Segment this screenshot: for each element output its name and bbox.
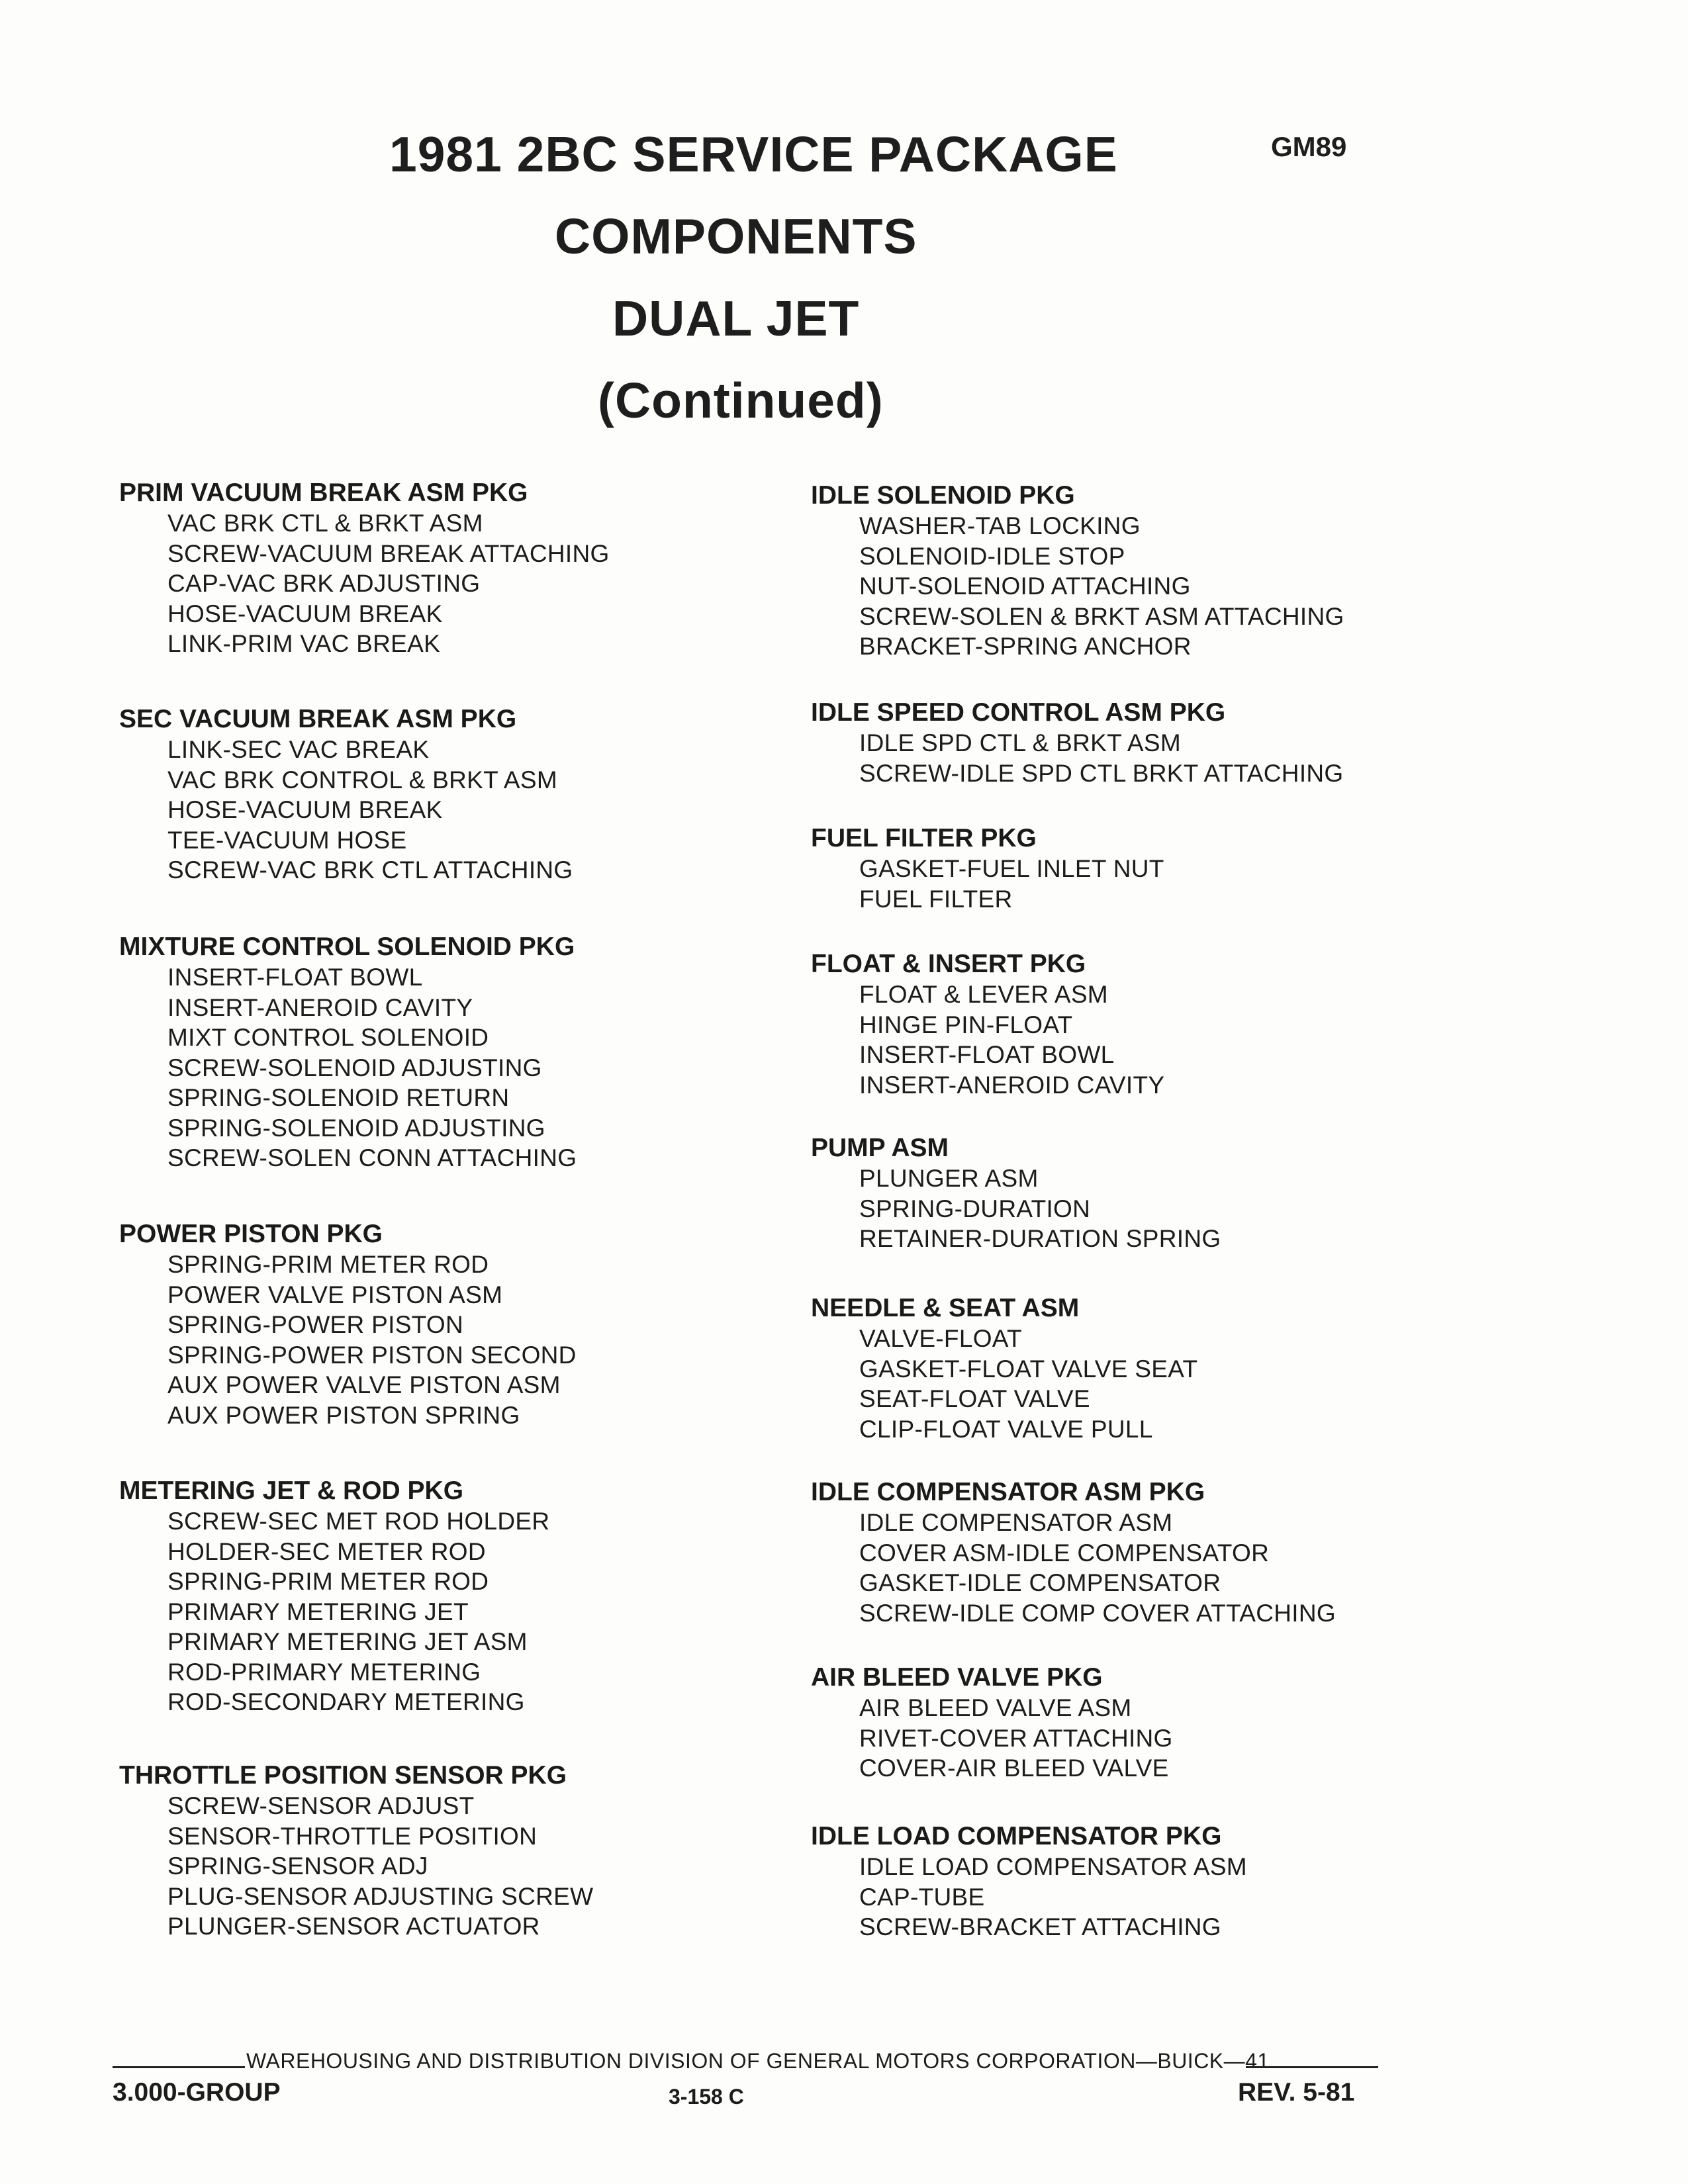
section-title: IDLE LOAD COMPENSATOR PKG xyxy=(811,1822,1222,1850)
part-list xyxy=(811,1163,1572,1254)
part-item: SCREW-VACUUM BREAK ATTACHING xyxy=(167,539,610,567)
part-item: SPRING-POWER PISTON xyxy=(167,1311,464,1338)
part-list xyxy=(811,1508,1572,1628)
part-item: INSERT-FLOAT BOWL xyxy=(167,964,423,991)
part-item: GASKET-FLOAT VALVE SEAT xyxy=(859,1355,1198,1383)
part-item: SPRING-SENSOR ADJ xyxy=(167,1852,428,1880)
part-item: VAC BRK CONTROL & BRKT ASM xyxy=(167,766,557,794)
part-item: INSERT-ANEROID CAVITY xyxy=(859,1071,1165,1099)
section-idle-compensator xyxy=(811,1477,1572,1628)
section-title: PUMP ASM xyxy=(811,1134,949,1162)
part-list xyxy=(811,1852,1572,1942)
part-item: ROD-PRIMARY METERING xyxy=(167,1658,481,1686)
section-title: PRIM VACUUM BREAK ASM PKG xyxy=(119,478,528,507)
section-idle-solenoid xyxy=(811,480,1572,662)
part-item: GASKET-IDLE COMPENSATOR xyxy=(859,1569,1221,1596)
part-item: BRACKET-SPRING ANCHOR xyxy=(859,633,1192,660)
part-item: INSERT-FLOAT BOWL xyxy=(859,1041,1115,1068)
part-item: MIXT CONTROL SOLENOID xyxy=(167,1024,489,1051)
section-title: FUEL FILTER PKG xyxy=(811,824,1037,852)
part-item: SPRING-POWER PISTON SECOND xyxy=(167,1341,577,1369)
part-item: VALVE-FLOAT xyxy=(859,1325,1022,1352)
part-item: AUX POWER PISTON SPRING xyxy=(167,1401,520,1429)
part-item: COVER-AIR BLEED VALVE xyxy=(859,1754,1169,1782)
section-pump-asm xyxy=(811,1133,1572,1254)
page-title-line-3: DUAL JET xyxy=(612,291,860,346)
part-item: AUX POWER VALVE PISTON ASM xyxy=(167,1371,561,1398)
part-item: FUEL FILTER xyxy=(859,885,1013,913)
page-title-line-1: 1981 2BC SERVICE PACKAGE xyxy=(389,126,1118,182)
part-item: SPRING-PRIM METER ROD xyxy=(167,1568,489,1595)
part-item: AIR BLEED VALVE ASM xyxy=(859,1694,1132,1721)
section-title: IDLE COMPENSATOR ASM PKG xyxy=(811,1478,1205,1506)
part-item: INSERT-ANEROID CAVITY xyxy=(167,993,473,1021)
footer-revision: REV. 5-81 xyxy=(1238,2078,1355,2107)
part-list xyxy=(119,1506,880,1717)
part-item: RETAINER-DURATION SPRING xyxy=(859,1225,1221,1252)
part-item: CAP-VAC BRK ADJUSTING xyxy=(167,570,481,597)
section-needle-seat xyxy=(811,1293,1572,1444)
section-title: IDLE SPEED CONTROL ASM PKG xyxy=(811,698,1226,727)
section-title: IDLE SOLENOID PKG xyxy=(811,481,1075,510)
document-code: GM89 xyxy=(1271,131,1347,162)
section-prim-vacuum-break xyxy=(119,478,880,659)
part-item: IDLE SPD CTL & BRKT ASM xyxy=(859,729,1181,756)
part-list xyxy=(119,735,880,886)
part-item: WASHER-TAB LOCKING xyxy=(859,512,1141,539)
section-float-insert xyxy=(811,949,1572,1100)
part-item: COVER ASM-IDLE COMPENSATOR xyxy=(859,1539,1270,1567)
section-power-piston xyxy=(119,1219,880,1430)
part-list xyxy=(119,1250,880,1430)
section-title: AIR BLEED VALVE PKG xyxy=(811,1663,1103,1692)
part-item: IDLE COMPENSATOR ASM xyxy=(859,1509,1173,1536)
part-item: PLUNGER-SENSOR ACTUATOR xyxy=(167,1913,540,1940)
part-list xyxy=(119,508,880,659)
section-title: THROTTLE POSITION SENSOR PKG xyxy=(119,1761,567,1790)
part-item: SCREW-SENSOR ADJUST xyxy=(167,1792,475,1819)
part-item: PLUG-SENSOR ADJUSTING SCREW xyxy=(167,1882,594,1910)
part-item: IDLE LOAD COMPENSATOR ASM xyxy=(859,1853,1247,1880)
section-fuel-filter xyxy=(811,823,1572,914)
part-item: HOSE-VACUUM BREAK xyxy=(167,796,443,823)
part-item: POWER VALVE PISTON ASM xyxy=(167,1281,503,1308)
part-list xyxy=(811,511,1572,662)
part-item: GASKET-FUEL INLET NUT xyxy=(859,855,1164,882)
part-list xyxy=(811,854,1572,914)
section-idle-load-compensator xyxy=(811,1821,1572,1942)
footer-rule-left xyxy=(113,2066,245,2068)
part-list xyxy=(811,728,1572,788)
section-title: SEC VACUUM BREAK ASM PKG xyxy=(119,705,517,733)
part-item: SCREW-SOLEN & BRKT ASM ATTACHING xyxy=(859,602,1344,630)
footer-division-text: WAREHOUSING AND DISTRIBUTION DIVISION OF GENERAL MOTORS CORPORATION—BUICK—41 xyxy=(246,2049,1270,2073)
part-item: SCREW-IDLE COMP COVER ATTACHING xyxy=(859,1599,1336,1627)
section-mixture-control-solenoid xyxy=(119,932,880,1173)
part-item: SPRING-DURATION xyxy=(859,1195,1091,1222)
part-item: RIVET-COVER ATTACHING xyxy=(859,1724,1173,1752)
part-list xyxy=(119,1791,880,1942)
section-title: NEEDLE & SEAT ASM xyxy=(811,1294,1080,1322)
part-list xyxy=(119,962,880,1173)
part-list xyxy=(811,1324,1572,1444)
part-item: HINGE PIN-FLOAT xyxy=(859,1011,1073,1038)
section-metering-jet-rod xyxy=(119,1476,880,1717)
part-item: FLOAT & LEVER ASM xyxy=(859,981,1108,1008)
part-item: CLIP-FLOAT VALVE PULL xyxy=(859,1415,1153,1443)
part-item: SCREW-SOLEN CONN ATTACHING xyxy=(167,1144,577,1171)
part-item: HOSE-VACUUM BREAK xyxy=(167,600,443,627)
page-title-line-2: COMPONENTS xyxy=(555,208,917,264)
part-item: LINK-PRIM VAC BREAK xyxy=(167,630,441,657)
part-item: SPRING-SOLENOID RETURN xyxy=(167,1084,510,1111)
part-item: SCREW-BRACKET ATTACHING xyxy=(859,1913,1221,1940)
part-item: NUT-SOLENOID ATTACHING xyxy=(859,572,1191,600)
section-title: FLOAT & INSERT PKG xyxy=(811,950,1086,978)
part-item: SCREW-SOLENOID ADJUSTING xyxy=(167,1054,542,1081)
part-list xyxy=(811,979,1572,1100)
part-item: SEAT-FLOAT VALVE xyxy=(859,1385,1090,1412)
part-item: PRIMARY METERING JET xyxy=(167,1598,469,1625)
part-item: SCREW-SEC MET ROD HOLDER xyxy=(167,1508,550,1535)
part-list xyxy=(811,1693,1572,1784)
part-item: SPRING-PRIM METER ROD xyxy=(167,1251,489,1278)
part-item: VAC BRK CTL & BRKT ASM xyxy=(167,510,483,537)
part-item: PRIMARY METERING JET ASM xyxy=(167,1628,528,1655)
section-throttle-position-sensor xyxy=(119,1760,880,1942)
part-item: HOLDER-SEC METER ROD xyxy=(167,1537,486,1565)
part-item: PLUNGER ASM xyxy=(859,1165,1039,1192)
part-item: ROD-SECONDARY METERING xyxy=(167,1688,525,1715)
footer-page-ref: 3-158 C xyxy=(669,2085,744,2109)
part-item: SCREW-IDLE SPD CTL BRKT ATTACHING xyxy=(859,759,1344,787)
part-item: LINK-SEC VAC BREAK xyxy=(167,736,430,763)
part-item: SOLENOID-IDLE STOP xyxy=(859,542,1125,570)
section-sec-vacuum-break xyxy=(119,704,880,886)
part-item: SCREW-VAC BRK CTL ATTACHING xyxy=(167,856,573,884)
footer-rule-right xyxy=(1246,2066,1378,2068)
page-title-line-4: (Continued) xyxy=(598,373,884,428)
section-idle-speed-control xyxy=(811,698,1572,788)
section-title: POWER PISTON PKG xyxy=(119,1220,383,1248)
part-item: TEE-VACUUM HOSE xyxy=(167,826,407,854)
part-item: SPRING-SOLENOID ADJUSTING xyxy=(167,1114,545,1142)
part-item: SENSOR-THROTTLE POSITION xyxy=(167,1822,538,1850)
footer-group: 3.000-GROUP xyxy=(113,2078,281,2107)
part-item: CAP-TUBE xyxy=(859,1883,985,1911)
section-title: METERING JET & ROD PKG xyxy=(119,1477,464,1505)
section-air-bleed-valve xyxy=(811,1662,1572,1784)
section-title: MIXTURE CONTROL SOLENOID PKG xyxy=(119,933,575,961)
